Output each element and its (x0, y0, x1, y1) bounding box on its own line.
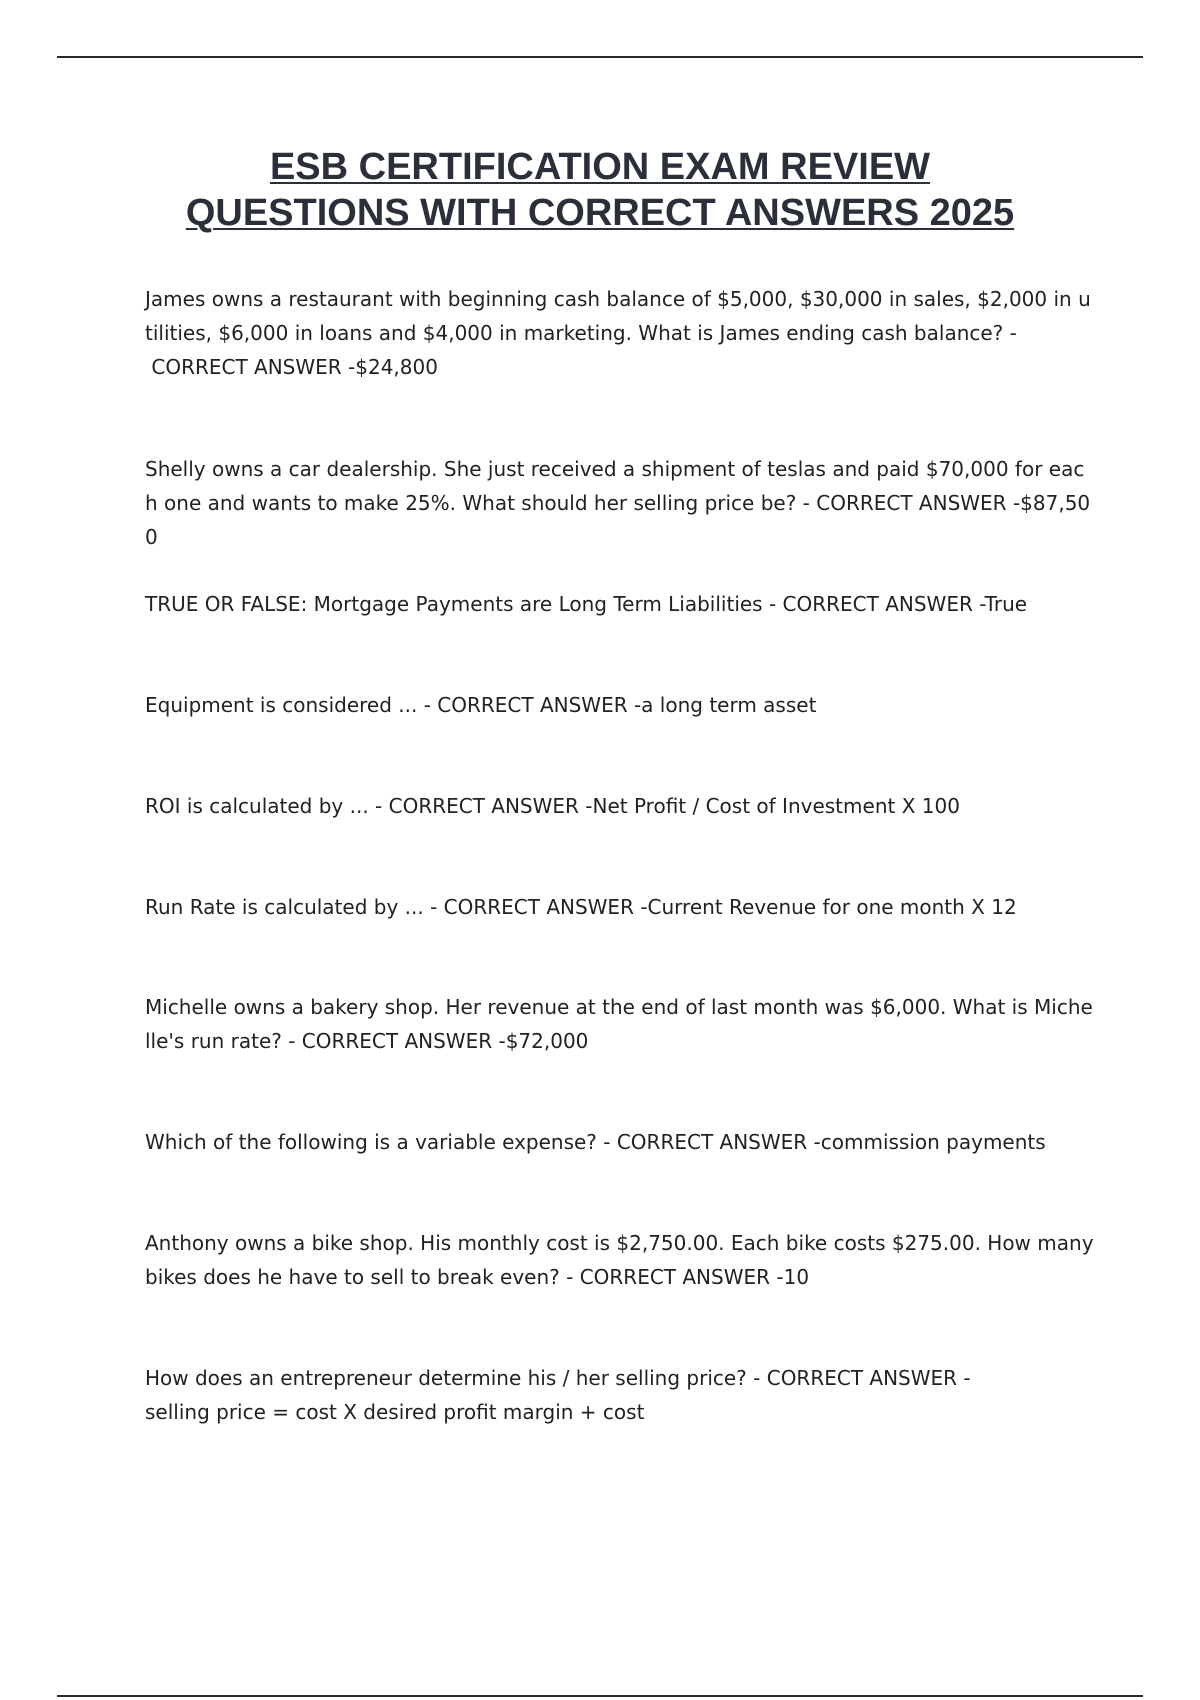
bottom-divider (57, 1695, 1143, 1697)
title-line-1: ESB CERTIFICATION EXAM REVIEW (269, 146, 931, 188)
qa-item-8: Which of the following is a variable expense? - CORRECT ANSWER -commission payments (145, 1130, 1046, 1154)
qa-item-4: Equipment is considered ... - CORRECT ANSWER -a long term asset (145, 693, 817, 717)
qa-item-7: Michelle owns a bakery shop. Her revenue at the end of last month was $6,000. What is Michelle's run rate? - CORRECT ANSWER -$72,000 (145, 995, 1093, 1053)
qa-item-10: How does an entrepreneur determine his / her selling price? - CORRECT ANSWER - selling price = cost X desired profit margin + cost (145, 1366, 971, 1424)
qa-item-3: TRUE OR FALSE: Mortgage Payments are Long Term Liabilities - CORRECT ANSWER -True (145, 592, 1028, 616)
title-line-2: QUESTIONS WITH CORRECT ANSWERS 2025 (185, 192, 1015, 234)
qa-item-6: Run Rate is calculated by ... - CORRECT ANSWER -Current Revenue for one month X 12 (145, 895, 1017, 919)
top-divider (57, 56, 1143, 58)
document-title (60, 144, 1140, 236)
qa-item-9: Anthony owns a bike shop. His monthly cost is $2,750.00. Each bike costs $275.00. How many bikes does he have to sell to break even? - CORRECT ANSWER -10 (145, 1231, 1100, 1289)
qa-item-5: ROI is calculated by ... - CORRECT ANSWER -Net Profit / Cost of Investment X 100 (145, 794, 960, 818)
qa-item-2: Shelly owns a car dealership. She just received a shipment of teslas and paid $70,000 for each one and wants to make 25%. What should her selling price be? - CORRECT ANSWER -$87,500 (145, 457, 1091, 549)
qa-item-1: James owns a restaurant with beginning cash balance of $5,000, $30,000 in sales, $2,000 in utilities, $6,000 in loans and $4,000 in marketing. What is James ending cash balance? - CORRECT ANSWER -$24,800 (145, 287, 1091, 379)
